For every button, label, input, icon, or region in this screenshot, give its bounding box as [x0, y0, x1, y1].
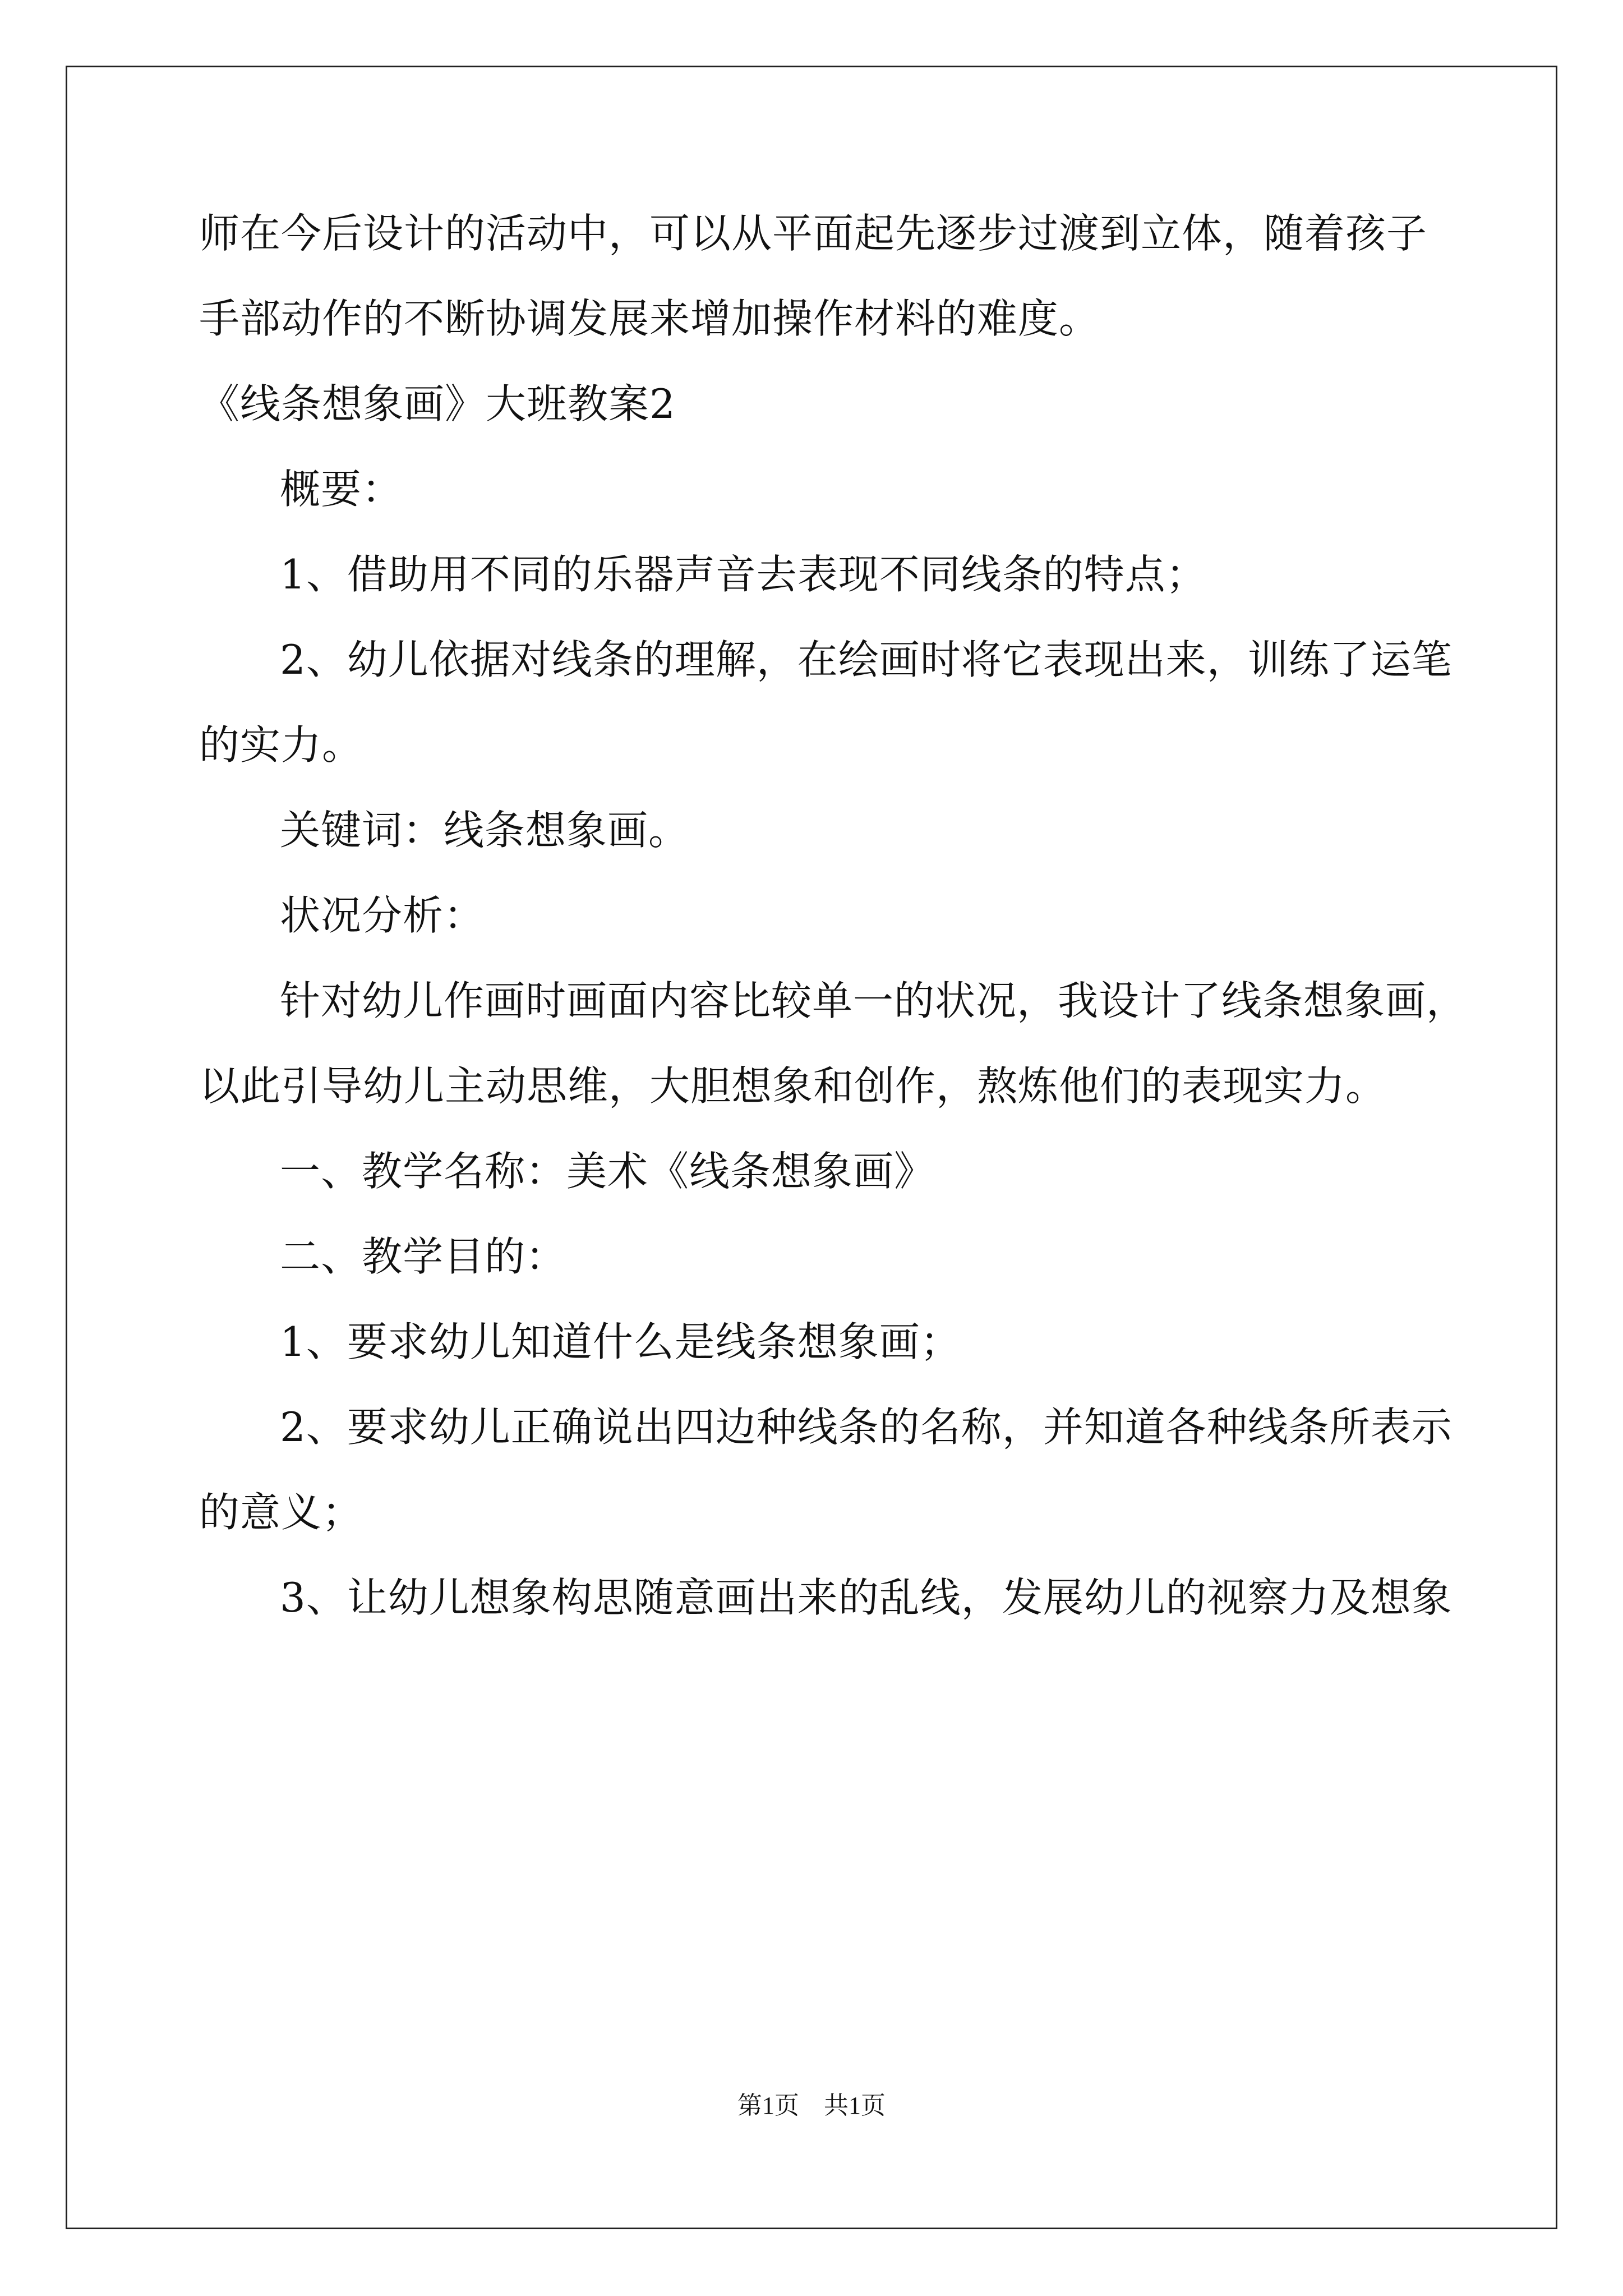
paragraph-line: 3、让幼儿想象构思随意画出来的乱线，发展幼儿的视察力及想象	[280, 1574, 1453, 1621]
page-number: 第1页	[737, 2092, 799, 2119]
paragraph-line: 概要：	[280, 466, 403, 513]
paragraph-line: 1、借助用不同的乐器声音去表现不同线条的特点；	[280, 551, 1207, 598]
paragraph-line: 针对幼儿作画时画面内容比较单一的状况，我设计了线条想象画，	[280, 977, 1468, 1024]
paragraph-line: 二、教学目的：	[280, 1233, 567, 1280]
paragraph-line: 的意义；	[199, 1489, 363, 1536]
paragraph-line: 一、教学名称：美术《线条想象画》	[280, 1148, 935, 1195]
section-title: 《线条想象画》大班教案2	[199, 380, 676, 427]
paragraph-line: 2、幼儿依据对线条的理解，在绘画时将它表现出来，训练了运笔	[280, 636, 1453, 683]
paragraph-line: 以此引导幼儿主动思维，大胆想象和创作，熬炼他们的表现实力。	[199, 1062, 1387, 1110]
paragraph-line: 的实力。	[199, 721, 363, 769]
page-total: 共1页	[824, 2092, 886, 2119]
paragraph-line: 状况分析：	[280, 892, 485, 939]
paragraph-line: 关键词：线条想象画。	[280, 807, 690, 854]
paragraph-line: 师在今后设计的活动中，可以从平面起先逐步过渡到立体，随着孩子	[199, 210, 1428, 257]
paragraph-line: 1、要求幼儿知道什么是线条想象画；	[280, 1318, 961, 1365]
page-footer	[0, 2089, 1623, 2123]
paragraph-line: 手部动作的不断协调发展来增加操作材料的难度。	[199, 295, 1100, 342]
paragraph-line: 2、要求幼儿正确说出四边种线条的名称，并知道各种线条所表示	[280, 1404, 1453, 1451]
